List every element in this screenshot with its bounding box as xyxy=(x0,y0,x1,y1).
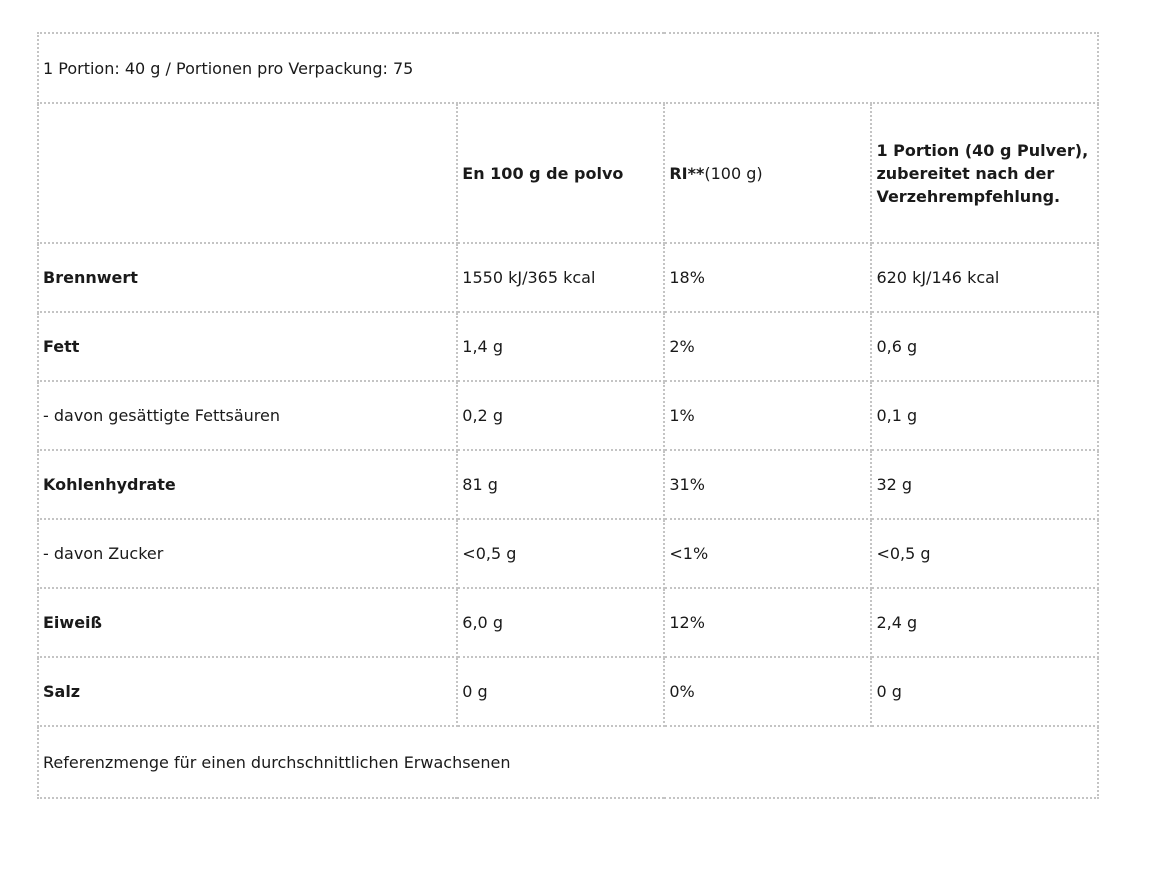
footnote: Referenzmenge für einen durchschnittlichen Erwachsenen xyxy=(38,726,1098,798)
header-row xyxy=(38,103,1098,243)
row-per-100g: 1550 kJ/365 kcal xyxy=(457,243,664,312)
row-label: Brennwert xyxy=(38,243,457,312)
row-per-100g: 1,4 g xyxy=(457,312,664,381)
row-label: Fett xyxy=(38,312,457,381)
serving-info-row xyxy=(38,33,1098,103)
row-ri: 2% xyxy=(664,312,871,381)
table-row-kohlenhydrate xyxy=(38,450,1098,519)
row-per-portion: <0,5 g xyxy=(871,519,1098,588)
table-row-brennwert xyxy=(38,243,1098,312)
row-label: Salz xyxy=(38,657,457,726)
row-per-portion: 620 kJ/146 kcal xyxy=(871,243,1098,312)
row-ri: 1% xyxy=(664,381,871,450)
row-per-100g: 0 g xyxy=(457,657,664,726)
row-ri: 0% xyxy=(664,657,871,726)
header-per-portion: 1 Portion (40 g Pulver), zubereitet nach der Verzehrempfehlung. xyxy=(871,103,1098,243)
footnote-row xyxy=(38,726,1098,798)
row-per-portion: 0,1 g xyxy=(871,381,1098,450)
row-ri: 18% xyxy=(664,243,871,312)
row-per-100g: 0,2 g xyxy=(457,381,664,450)
row-label: - davon Zucker xyxy=(38,519,457,588)
row-ri: 31% xyxy=(664,450,871,519)
header-ri xyxy=(664,103,871,243)
serving-info: 1 Portion: 40 g / Portionen pro Verpackung: 75 xyxy=(38,33,1098,103)
table-row-fett xyxy=(38,312,1098,381)
header-ri-abbrev: RI** xyxy=(669,163,705,183)
row-per-portion: 2,4 g xyxy=(871,588,1098,657)
header-per-100g: En 100 g de polvo xyxy=(457,103,664,243)
table-row-gesaettigte-fettsaeuren xyxy=(38,381,1098,450)
table-row-eiweiss xyxy=(38,588,1098,657)
row-ri: 12% xyxy=(664,588,871,657)
row-label: - davon gesättigte Fettsäuren xyxy=(38,381,457,450)
row-per-portion: 0 g xyxy=(871,657,1098,726)
row-ri: <1% xyxy=(664,519,871,588)
header-label-cell xyxy=(38,103,457,243)
table-row-zucker xyxy=(38,519,1098,588)
row-per-100g: 6,0 g xyxy=(457,588,664,657)
nutrition-table xyxy=(37,32,1099,799)
row-label: Eiweiß xyxy=(38,588,457,657)
header-ri-unit: (100 g) xyxy=(704,163,763,183)
table-row-salz xyxy=(38,657,1098,726)
row-per-100g: 81 g xyxy=(457,450,664,519)
row-label: Kohlenhydrate xyxy=(38,450,457,519)
row-per-portion: 32 g xyxy=(871,450,1098,519)
row-per-100g: <0,5 g xyxy=(457,519,664,588)
row-per-portion: 0,6 g xyxy=(871,312,1098,381)
